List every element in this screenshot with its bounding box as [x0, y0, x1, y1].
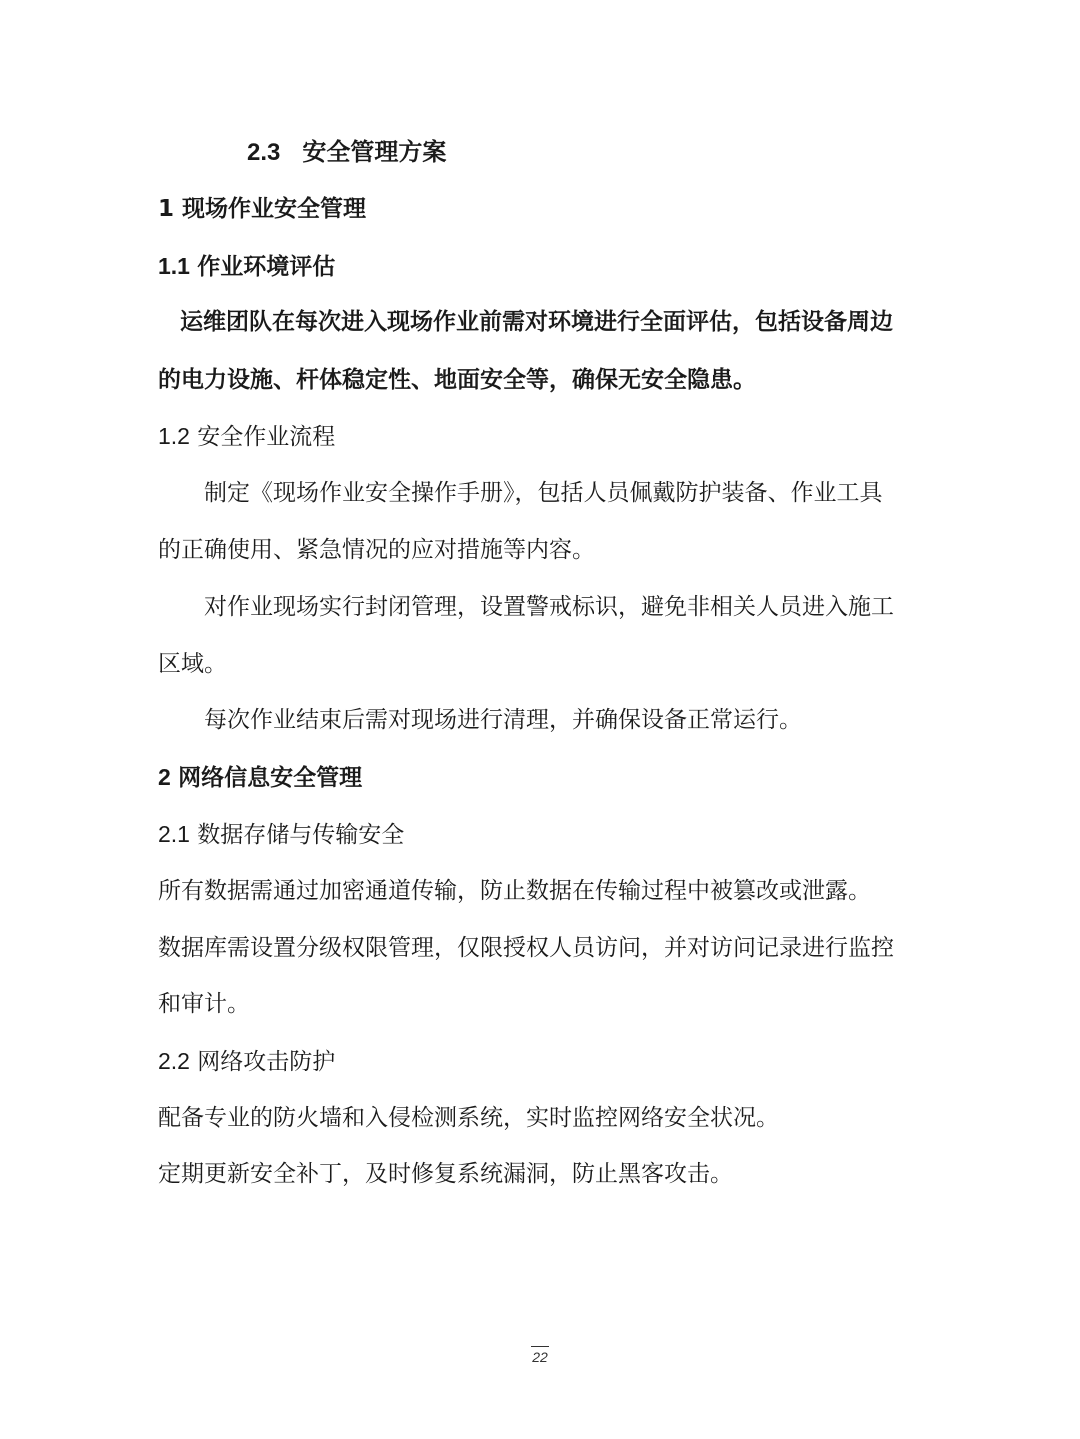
part2-sub2-heading	[158, 1047, 335, 1076]
page-footer	[0, 1346, 1080, 1365]
part2-sub1-line2: 数据库需设置分级权限管理，仅限授权人员访问，并对访问记录进行监控	[158, 935, 894, 961]
part2-sub1-title: 数据存储与传输安全	[197, 822, 405, 848]
section-number: 2.3	[247, 139, 281, 166]
part1-sub1-number: 1.1	[158, 253, 190, 279]
part2-sub1-heading	[158, 820, 404, 849]
part2-sub2-line1: 配备专业的防火墙和入侵检测系统，实时监控网络安全状况。	[158, 1105, 779, 1131]
part2-number: 2	[158, 764, 171, 790]
section-heading	[247, 138, 446, 167]
part2-sub2-title: 网络攻击防护	[197, 1049, 336, 1075]
part2-sub1-line3: 和审计。	[158, 991, 250, 1017]
part2-sub2-line2: 定期更新安全补丁，及时修复系统漏洞，防止黑客攻击。	[158, 1161, 733, 1187]
part1-sub2-para3: 每次作业结束后需对现场进行清理，并确保设备正常运行。	[204, 707, 802, 733]
part1-sub2-number: 1.2	[158, 423, 190, 449]
part1-sub2-para1-line2: 的正确使用、紧急情况的应对措施等内容。	[158, 537, 595, 563]
part1-sub1-paragraph-line1: 运维团队在每次进入现场作业前需对环境进行全面评估，包括设备周边	[180, 309, 893, 335]
part1-sub1-paragraph-line2: 的电力设施、杆体稳定性、地面安全等，确保无安全隐患。	[158, 367, 756, 393]
footer-rule	[531, 1346, 549, 1347]
part2-sub2-number: 2.2	[158, 1048, 190, 1074]
part2-title: 网络信息安全管理	[178, 765, 363, 791]
part1-sub2-para2-line1: 对作业现场实行封闭管理，设置警戒标识，避免非相关人员进入施工	[204, 594, 894, 620]
part1-sub1-title: 作业环境评估	[197, 254, 336, 280]
part1-sub2-para1-line1: 制定《现场作业安全操作手册》，包括人员佩戴防护装备、作业工具	[204, 480, 883, 506]
part1-sub1-heading	[158, 252, 335, 281]
part2-sub1-number: 2.1	[158, 821, 190, 847]
part2-sub1-line1: 所有数据需通过加密通道传输，防止数据在传输过程中被篡改或泄露。	[158, 878, 871, 904]
part1-sub2-title: 安全作业流程	[197, 424, 336, 450]
part1-heading: 1 现场作业安全管理	[158, 196, 367, 222]
part2-heading	[158, 763, 362, 792]
page-number: 22	[532, 1349, 548, 1365]
part1-sub2-heading	[158, 422, 335, 451]
part1-sub2-para2-line2: 区域。	[158, 651, 227, 677]
section-title: 安全管理方案	[302, 138, 447, 166]
